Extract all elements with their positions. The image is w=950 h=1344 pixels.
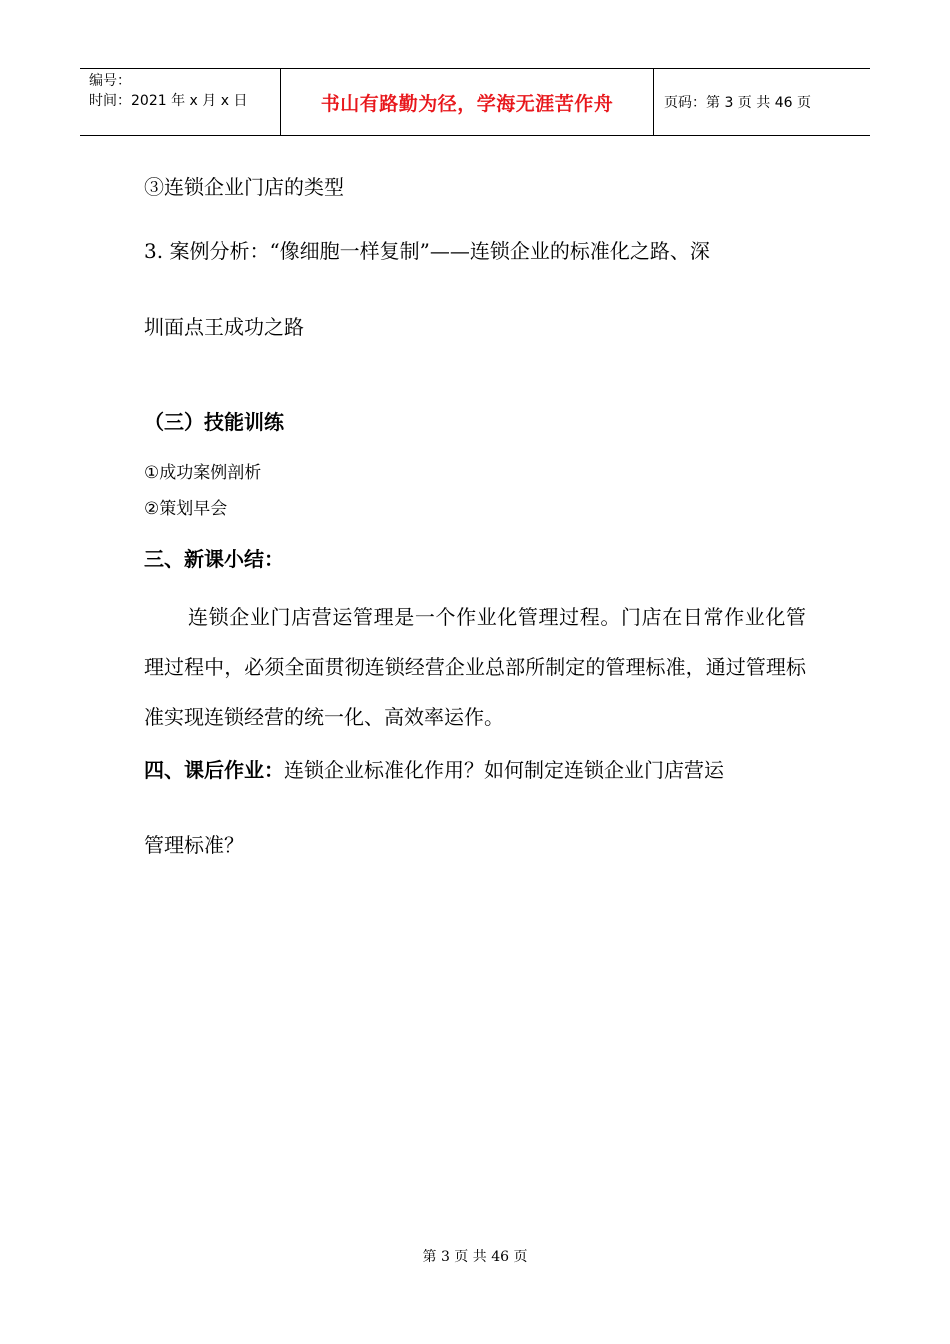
- homework-text: 连锁企业标准化作用？如何制定连锁企业门店营运: [284, 758, 724, 782]
- page-header: [80, 68, 870, 136]
- homework-line2: 管理标准？: [144, 833, 244, 857]
- header-page-cell: [654, 69, 870, 135]
- skill-item-2: ②策划早会: [144, 499, 228, 519]
- header-motto-cell: [281, 69, 654, 135]
- page-code: 页码：第 3 页 共 46 页: [664, 95, 811, 111]
- summary-paragraph: 连锁企业门店营运管理是一个作业化管理过程。门店在日常作业化管理过程中，必须全面贯彻连锁经营企业总部所制定的管理标准，通过管理标准实现连锁经营的统一化、高效率运作。: [144, 605, 806, 729]
- homework-heading: 四、课后作业：: [144, 758, 284, 782]
- section-skill-training: （三）技能训练: [144, 410, 284, 434]
- skill-item-1: ①成功案例剖析: [144, 463, 262, 483]
- page-footer: 第 3 页 共 46 页: [422, 1249, 528, 1265]
- motto-text: 书山有路勤为径，学海无涯苦作舟: [320, 92, 614, 115]
- summary-heading: 三、新课小结：: [144, 547, 284, 571]
- homework-line1: [144, 754, 724, 783]
- header-meta-cell: [80, 69, 281, 135]
- case-analysis-line1: 3. 案例分析：“像细胞一样复制”——连锁企业的标准化之路、深: [144, 239, 710, 263]
- case-analysis-line2: 圳面点王成功之路: [144, 315, 304, 339]
- time-label: 时间：2021 年 x 月 x 日: [89, 93, 248, 109]
- number-label: 编号：: [89, 73, 131, 89]
- item-store-types: ③连锁企业门店的类型: [144, 175, 344, 199]
